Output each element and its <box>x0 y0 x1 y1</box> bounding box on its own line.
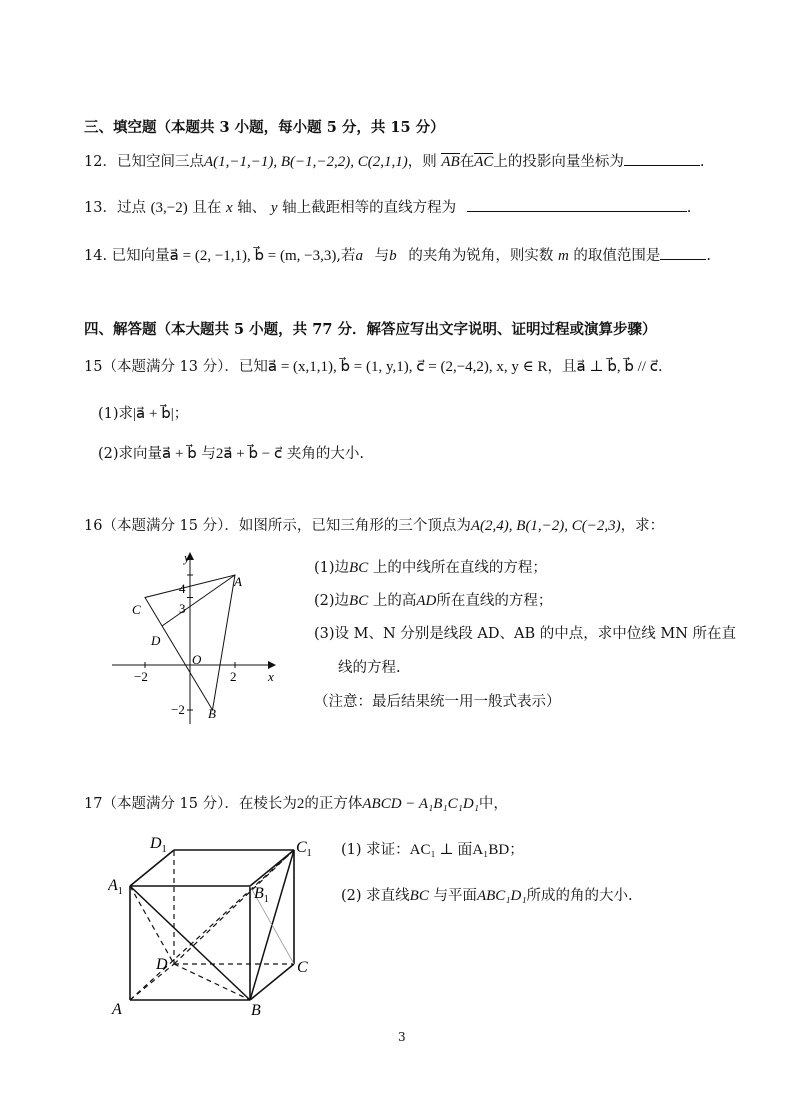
q16-tick-2: 2 <box>230 669 237 684</box>
q17-label-a1: $A_1$ <box>108 877 123 897</box>
q17-label-c: C <box>297 959 308 976</box>
q13-y: y <box>270 200 278 216</box>
q17-p1-formula: AC₁ ⊥ 面A₁BD <box>409 842 510 858</box>
q12-vector-ab: AB <box>441 154 460 170</box>
question-15 <box>84 355 663 376</box>
q14-answer-blank[interactable] <box>660 245 706 260</box>
q12-answer-blank[interactable] <box>624 151 700 166</box>
q15-p1-label: (1)求 <box>98 406 134 422</box>
q14-text-5: 的取值范围是 <box>573 248 661 264</box>
q15-text-2: ，且 <box>547 359 577 375</box>
q17-two: 2 <box>296 796 305 812</box>
q16-note: （注意：最后结果统一用一般式表示） <box>314 694 561 710</box>
q16-p2-ad: AD <box>416 593 437 609</box>
q14-b: b⃗ <box>389 248 409 264</box>
q17-label-a: A <box>112 1001 122 1018</box>
q14-text-2: ,若 <box>336 248 356 264</box>
q17-label-b: B <box>251 1002 261 1019</box>
q15-end: . <box>657 359 663 375</box>
q12-end: . <box>699 154 705 170</box>
q16-label-d: D <box>151 633 161 648</box>
q17-text-2: 的正方体 <box>304 796 363 812</box>
q13-x: x <box>225 200 233 216</box>
q15-p2-formula-2: 2a⃗ + b⃗ − c⃗ <box>215 446 283 462</box>
q14-end: . <box>706 248 711 264</box>
q16-label-c: C <box>132 602 141 617</box>
section-fill-blank-title: 三、填空题（本题共 3 小题，每小题 5 分，共 15 分） <box>84 119 445 136</box>
q12-text-1: 已知空间三点 <box>116 154 204 170</box>
q13-end: . <box>686 200 692 216</box>
q14-text-1: 已知向量 <box>111 248 170 264</box>
question-13 <box>84 196 691 217</box>
q16-part-1 <box>314 556 547 577</box>
q15-formula: a⃗ = (x,1,1), b⃗ = (1, y,1), c⃗ = (2,−4,2), x, y ∈ R <box>267 359 548 375</box>
q15-p1-formula: |a⃗ + b⃗| <box>133 406 174 422</box>
q14-m: m <box>557 248 569 264</box>
q17-cube: ABCD − A₁B₁C₁D₁ <box>362 796 479 812</box>
q16-x-label: x <box>268 669 274 684</box>
q12-text-4: 上的投影向量坐标为 <box>493 154 624 170</box>
q16-p1-b: 上的中线所在直线的方程； <box>372 560 547 576</box>
question-14 <box>84 244 711 265</box>
q16-part-3-line-1: (3)设 M、N 分别是线段 AD、AB 的中点，求中位线 MN 所在直 <box>314 626 736 642</box>
q16-tick-4: 4 <box>179 581 186 596</box>
q16-label-b: B <box>208 706 216 721</box>
q16-p2-b: 上的高 <box>372 593 417 609</box>
q15-part-2 <box>98 442 364 463</box>
q17-p2-b: 与平面 <box>433 888 477 904</box>
q17-head: 17（本题满分 15 分）．在棱长为 <box>84 796 297 812</box>
q12-points: A(1,−1,−1), B(−1,−2,2), C(2,1,1) <box>203 154 408 170</box>
q17-cube-figure <box>108 828 322 1020</box>
q16-part-3-line-2: 线的方程. <box>338 660 401 676</box>
q15-p2-formula-1: a⃗ + b⃗ <box>162 446 197 462</box>
q16-p2-a: (2)边 <box>314 593 350 609</box>
q15-p1-end: ； <box>173 406 189 422</box>
q16-p2-bc: BC <box>349 593 369 609</box>
section-answers-title: 四、解答题（本大题共 5 小题，共 77 分．解答应写出文字说明、证明过程或演算步骤） <box>84 321 657 338</box>
q12-number: 12． <box>84 154 117 170</box>
q16-points: A(2,4), B(1,−2), C(−2,3) <box>470 518 621 534</box>
q15-p2-end: 夹角的大小. <box>286 446 364 462</box>
q13-text-1: 过点 <box>116 200 146 216</box>
q16-tick-3: 3 <box>179 601 186 616</box>
q16-part-2 <box>314 589 552 610</box>
question-16 <box>84 514 664 535</box>
q16-x-arrow-icon <box>268 661 276 669</box>
q16-y-label: y <box>184 550 190 565</box>
q14-vectors: a⃗ = (2, −1,1), b⃗ = (m, −3,3) <box>169 248 337 264</box>
q15-head: 15（本题满分 13 分）．已知 <box>84 359 268 375</box>
q15-condition: a⃗ ⊥ b⃗, b⃗ // c⃗ <box>576 359 658 375</box>
q14-number: 14. <box>84 248 108 264</box>
q12-text-2: ，则 <box>407 154 437 170</box>
q17-p2-bc: BC <box>409 888 429 904</box>
q17-p1-b: ； <box>509 842 524 858</box>
q16-tick-neg2-x: −2 <box>134 669 148 684</box>
q16-tick-neg2-y: −2 <box>171 702 185 717</box>
q17-label-d1: $D_1$ <box>150 835 167 855</box>
q17-part-2 <box>341 884 633 905</box>
q13-text-3: 轴、 <box>237 200 267 216</box>
q12-text-3: 在 <box>459 154 475 170</box>
q16-label-a: A <box>234 574 242 589</box>
q17-part-1 <box>341 838 524 859</box>
q15-part-1 <box>98 402 188 423</box>
q14-a: a⃗ <box>355 248 375 264</box>
q16-p1-a: (1)边 <box>314 560 350 576</box>
q16-head: 16（本题满分 15 分）．如图所示，已知三角形的三个顶点为 <box>84 518 471 534</box>
q17-end: 中， <box>478 796 508 812</box>
question-12 <box>84 150 704 171</box>
q17-label-d: D <box>156 956 168 973</box>
q17-p2-a: (2) 求直线 <box>341 888 410 904</box>
q15-p2-label: (2)求向量 <box>98 446 163 462</box>
q13-text-4: 轴上截距相等的直线方程为 <box>282 200 457 216</box>
q13-text-2: 且在 <box>192 200 222 216</box>
question-17 <box>84 792 508 813</box>
q15-p2-mid: 与 <box>201 446 216 462</box>
q16-coordinate-figure <box>108 548 278 726</box>
q16-p2-c: 所在直线的方程； <box>436 593 553 609</box>
q13-answer-blank[interactable] <box>467 197 687 212</box>
q12-vector-ac: AC <box>474 154 494 170</box>
q17-p2-plane: ABC₁D₁ <box>476 888 527 904</box>
q17-label-b1: $B_1$ <box>254 885 269 905</box>
q16-p1-bc: BC <box>349 560 369 576</box>
q13-number: 13． <box>84 200 117 216</box>
q13-point: (3,−2) <box>150 200 188 216</box>
q17-p2-c: 所成的角的大小. <box>526 888 633 904</box>
q16-altitude-ad <box>162 575 235 626</box>
q14-text-4: 的夹角为锐角，则实数 <box>408 248 554 264</box>
q17-p1-a: (1) 求证： <box>341 842 410 858</box>
q16-end: ，求： <box>620 518 665 534</box>
q14-text-3: 与 <box>374 248 390 264</box>
page-number: 3 <box>398 1030 406 1044</box>
q16-origin-label: O <box>192 652 202 667</box>
q17-label-c1: $C_1$ <box>296 839 312 859</box>
